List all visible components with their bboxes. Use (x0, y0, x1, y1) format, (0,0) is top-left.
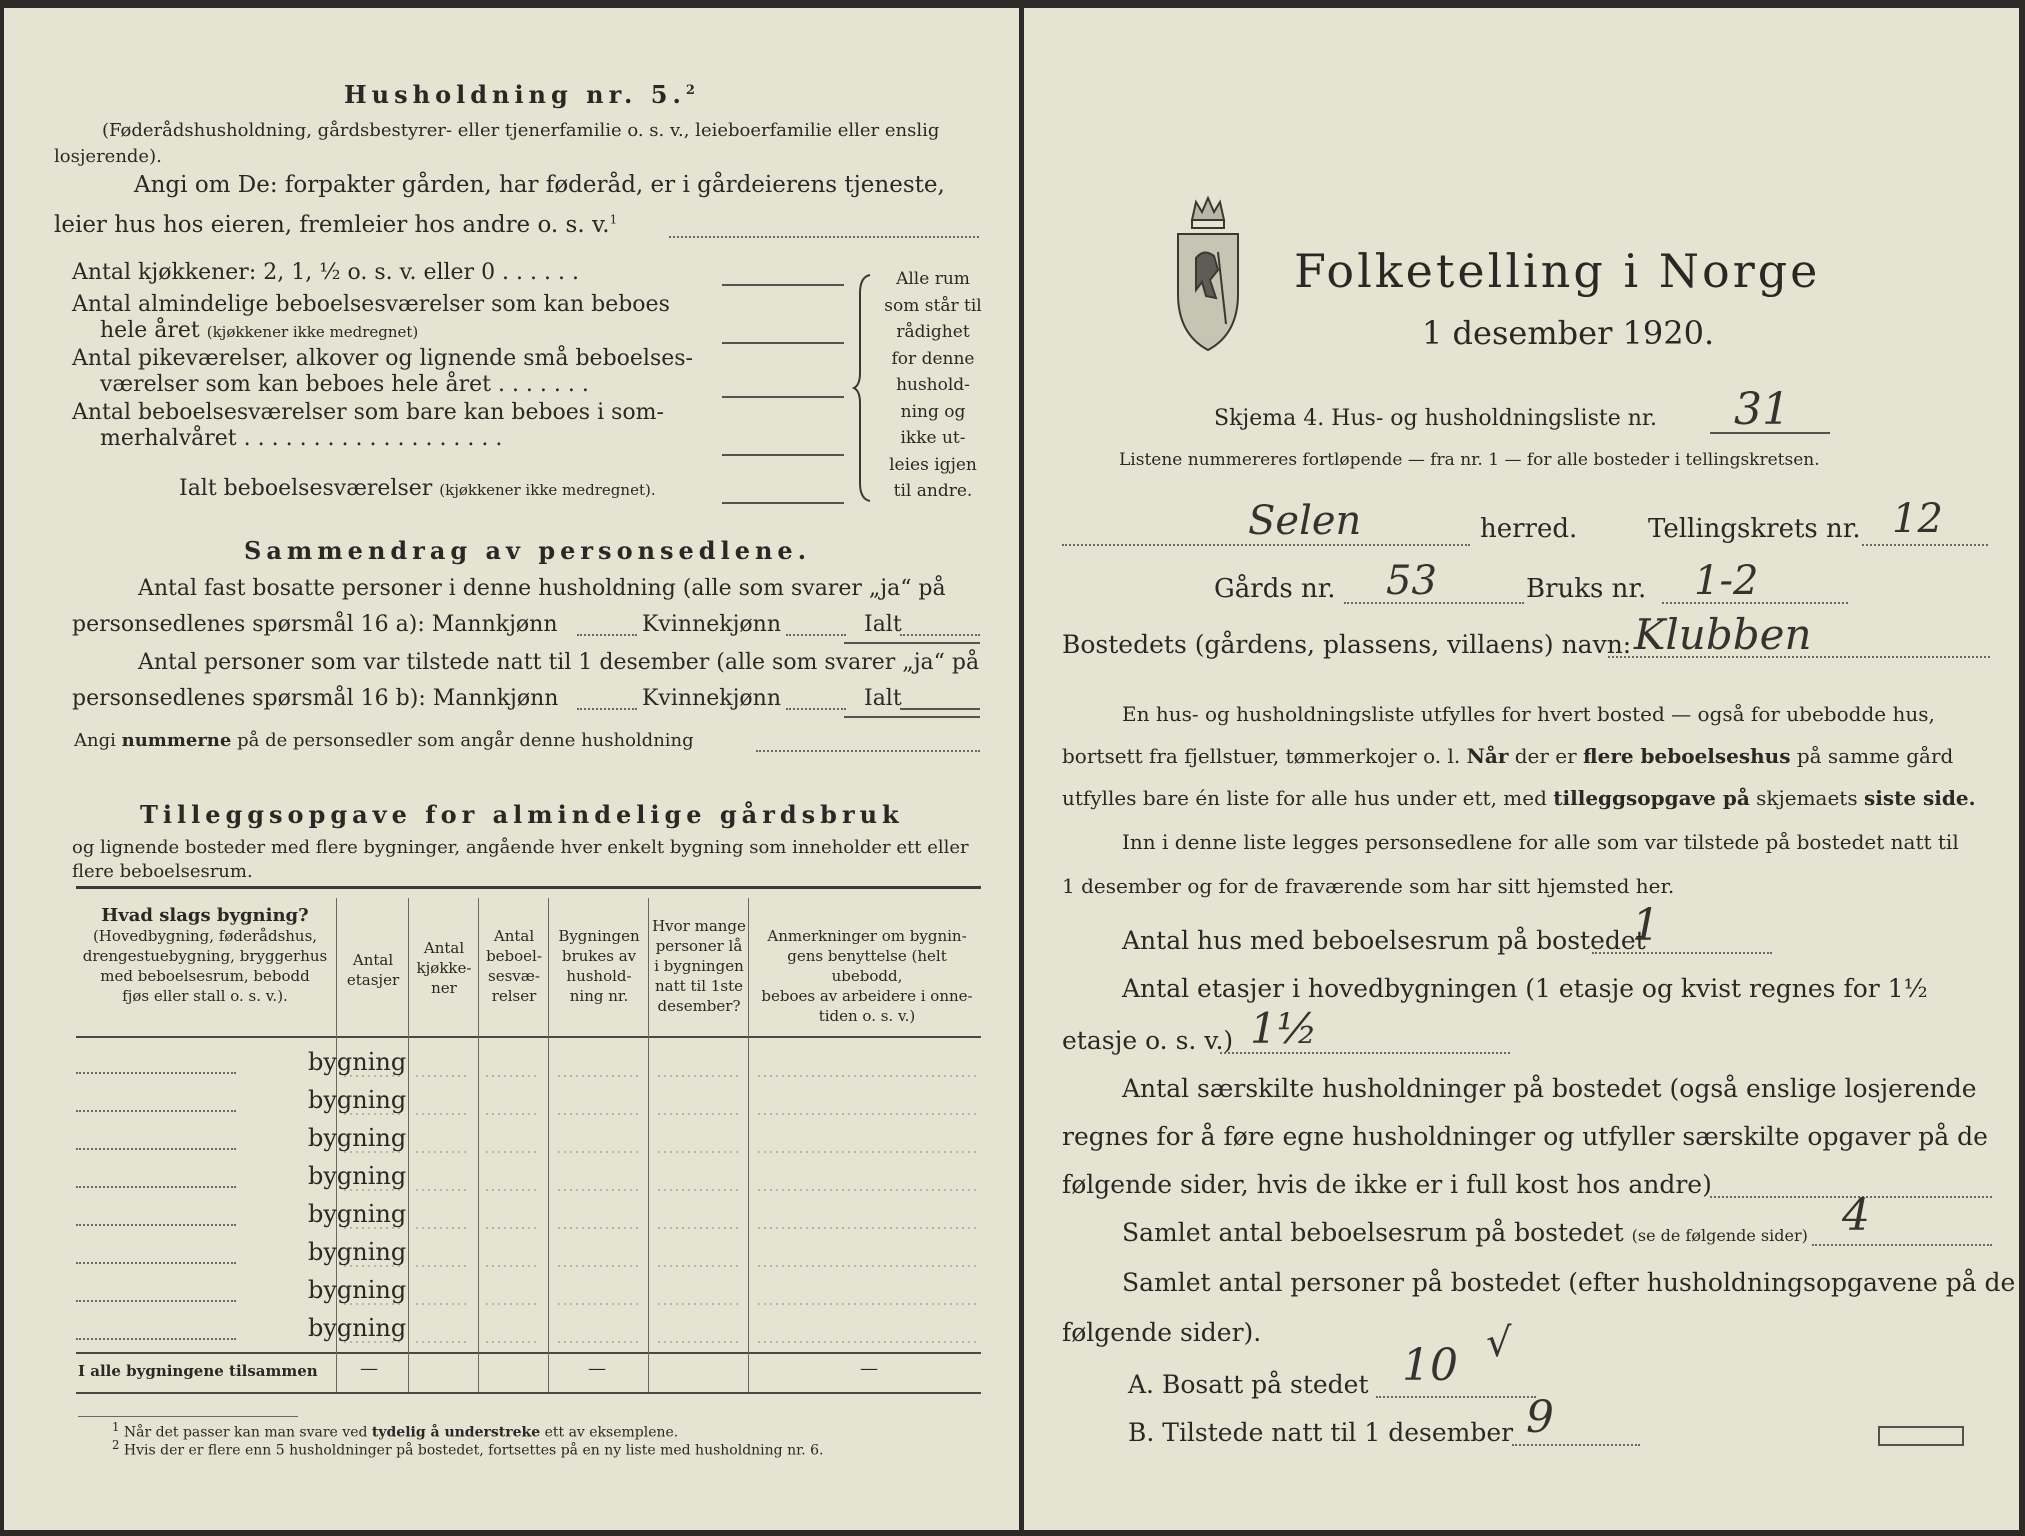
summary-p1-ialt: Ialt (864, 612, 902, 637)
summary-p1-line2: personsedlenes spørsmål 16 a): Mannkjønn (72, 612, 558, 637)
col-rooms: Antal beboel- sesvæ- relser (486, 927, 542, 1005)
col-building-type: Hvad slags bygning? (Hovedbygning, føderådshus, drengestuebygning, bryggerhus med beboelsesrum, bebodd fjøs eller stall o. s. v.). (82, 905, 328, 1005)
kitchens-label: Antal kjøkkener: 2, 1, ½ o. s. v. eller 0 . . . . . . (72, 260, 579, 285)
husholdninger-line3: følgende sider, hvis de ikke er i full kost hos andre) (1062, 1170, 1712, 1199)
building-table (76, 886, 981, 889)
skjema-label: Skjema 4. Hus- og husholdningsliste nr. (1214, 406, 1657, 431)
bruks-label: Bruks nr. (1526, 574, 1647, 604)
rum-label: Samlet antal beboelsesrum på bostedet (se de følgende sider) (1122, 1218, 1808, 1247)
summary-heading: Sammendrag av personsedlene. (244, 536, 812, 565)
tilstede-label: B. Tilstede natt til 1 desember (1128, 1418, 1514, 1447)
right-page (1024, 8, 2019, 1530)
household-title: Husholdning nr. 5.$^2$ (344, 80, 700, 109)
bosted-label: Bostedets (gårdens, plassens, villaens) navn: (1062, 630, 1632, 659)
ordinary-rooms-label-1: Antal almindelige beboelsesværelser som kan beboes (72, 292, 670, 317)
angi-line-2: leier hus hos eieren, fremleier hos andre o. s. v.$^1$ (54, 212, 618, 238)
para1-line2: bortsett fra fjellstuer, tømmerkojer o. l. Når der er flere beboelseshus på samme gård (1062, 744, 1954, 768)
total-household: — (588, 1358, 606, 1379)
para1-line3: utfylles bare én liste for alle hus under ett, med tilleggsopgave på skjemaets siste side. (1062, 786, 1976, 810)
summary-p1-kvinne: Kvinnekjønn (642, 612, 781, 637)
total-remarks: — (860, 1358, 878, 1379)
husholdninger-line2: regnes for å føre egne husholdninger og utfyller særskilte opgaver på de (1062, 1122, 1988, 1151)
ordinary-rooms-field[interactable] (722, 342, 844, 344)
summer-rooms-field[interactable] (722, 454, 844, 456)
tillegg-heading: Tilleggsopgave for almindelige gårdsbruk (140, 800, 904, 829)
maid-rooms-field[interactable] (722, 396, 844, 398)
angi-nummerne: Angi nummerne på de personsedler som angår denne husholdning (74, 730, 694, 751)
herred-label: herred. (1480, 514, 1578, 544)
summary-p2-line2: personsedlenes spørsmål 16 b): Mannkjønn (72, 686, 559, 711)
household-intro: (Føderådshusholdning, gårdsbestyrer- eller tjenerfamilie o. s. v., leieboerfamilie eller enslig losjerende). (54, 120, 940, 167)
col-kitchens: Antal kjøkke- ner (416, 939, 472, 997)
summary-p2-line1: Antal personer som var tilstede natt til 1 desember (alle som svarer „ja“ på (138, 650, 980, 675)
bosatt-value: 10 (1402, 1340, 1458, 1391)
col-household-no: Bygningen brukes av hushold- ning nr. (558, 927, 640, 1005)
tilstede-value: 9 (1526, 1392, 1554, 1443)
census-title: Folketelling i Norge (1294, 244, 1821, 298)
para2-line2: 1 desember og for de fraværende som har sitt hjemsted her. (1062, 874, 1675, 898)
gards-label: Gårds nr. (1214, 574, 1336, 604)
footnote-1: $^1$ Når det passer kan man svare ved tydelig å understreke ett av eksemplene. (112, 1420, 679, 1441)
total-rooms-field[interactable] (722, 502, 844, 504)
bracket-shape (852, 273, 876, 503)
bruks-value: 1-2 (1694, 558, 1759, 604)
printer-stamp (1878, 1426, 1964, 1446)
tellingskrets-label: Tellingskrets nr. (1648, 514, 1861, 544)
check-mark: √ (1486, 1320, 1512, 1366)
col-persons: Hvor mange personer lå i bygningen natt til 1ste desember? (652, 917, 746, 1015)
etasjer-value: 1½ (1250, 1004, 1318, 1053)
para1-line1: En hus- og husholdningsliste utfylles for hvert bosted — også for ubebodde hus, (1122, 702, 1935, 726)
list-number-value: 31 (1734, 384, 1790, 435)
census-date: 1 desember 1920. (1422, 314, 1715, 352)
para2-line1: Inn i denne liste legges personsedlene for alle som var tilstede på bostedet natt til (1122, 830, 1959, 854)
kitchens-field[interactable] (722, 284, 844, 286)
etasjer-line1: Antal etasjer i hovedbygningen (1 etasje og kvist regnes for 1½ (1122, 974, 1928, 1003)
col-remarks: Anmerkninger om bygnin- gens benyttelse (helt ubebodd, beboes av arbeidere i onne- tiden o. s. v.) (761, 927, 973, 1025)
personer-line1: Samlet antal personer på bostedet (efter husholdningsopgavene på de (1122, 1268, 2016, 1297)
summary-p2-kvinne: Kvinnekjønn (642, 686, 781, 711)
footnote-2: $^2$ Hvis der er flere enn 5 husholdninger på bostedet, fortsettes på en ny liste med husholdning nr. 6. (112, 1438, 824, 1459)
summary-p2-ialt: Ialt (864, 686, 902, 711)
gards-value: 53 (1386, 558, 1437, 604)
table-cell-dots (336, 1068, 986, 1358)
bracket-note: Alle rum som står til rådighet for denne hushold- ning og ikke ut- leies igjen til andre. (884, 269, 982, 501)
total-row-label: I alle bygningene tilsammen (78, 1362, 318, 1380)
tillegg-sub: og lignende bosteder med flere bygninger, angående hver enkelt bygning som inneholder ett eller flere beboelsesrum. (72, 837, 969, 882)
total-rooms-label: Ialt beboelsesværelser (kjøkkener ikke medregnet). (179, 476, 656, 501)
maid-rooms-label-1: Antal pikeværelser, alkover og lignende små beboelses- (72, 346, 693, 371)
husholdninger-line1: Antal særskilte husholdninger på bostedet (også enslige losjerende (1122, 1074, 1977, 1103)
herred-value: Selen (1248, 498, 1362, 544)
left-page: Husholdning nr. 5.$^2$ (Føderådshusholdning, gårdsbestyrer- eller tjenerfamilie o. s. v., leieboerfamilie eller enslig losjerende). Angi om De: forpakter gården, har føderåd, er i gårdeierens tjeneste, leier hus hos eieren, fremleier hos andre o. s. v.$^1$ Antal kjøkkener: 2, 1, ½ o. s. v. eller 0 . . . . . . Antal almindelige beboelsesværelser som kan beboes hele året (kjøkkener ikke medregnet) Antal pikeværelser, alkover og lignende små beboelses- værelser som kan beboes hele året . . . . . . . Antal beboelsesværelser som bare kan beboes i som- merhalvåret . . . . . . . . . . . . . . . . . . . Ialt beboelsesværelser (kjøkkener ikke medregnet). Alle rum som står til rådighet for denne hushold- ning og ikke ut- leies igjen til andre. Sammendrag av personsedlene. Antal fast bosatte personer i denne husholdning (alle som svarer „ja“ på personsedlenes spørsmål 16 a): Mannkjønn Kvinnekjønn Ialt Antal personer som var tilstede natt til 1 desember (alle som svarer „ja“ på personsedlenes spørsmål 16 b): Mannkjønn Kvinnekjønn Ialt Angi nummerne på de personsedler som angår denne husholdning Tilleggsopgave for almindelige gårdsbruk og lignende bosteder med flere bygninger, angående hver enkelt bygning som inneholder ett eller flere beboelsesrum. Hvad slags bygning? (Hovedbygning, føderådshus, drengestuebygning, bryggerhus med beboelsesrum, bebodd fjøs eller stall o. s. v.). Antal etasjer Antal kjøkke- ner Antal beboel- sesvæ- relser Bygningen brukes av hushold- ning nr. Hvor mange personer lå i bygningen natt til 1ste desember? Anmerkninger om bygnin- gens benyttelse (helt ubebodd, beboes av arbeidere i onne- tiden o. s. v.) bygning bygning bygning bygning bygning bygning bygning bygning I alle bygningene tilsammen — — — $^1$ Når det passer kan man svare ved tydelig å understreke ett av eksemplene. $^2$ Hvis der er flere enn 5 husholdninger på bostedet, fortsettes på en ny liste med husholdning nr. 6. (4, 8, 1019, 1530)
bosatt-label: A. Bosatt på stedet (1128, 1370, 1369, 1399)
etasjer-line2: etasje o. s. v.) (1062, 1026, 1234, 1055)
hus-label: Antal hus med beboelsesrum på bostedet (1122, 926, 1646, 955)
bosted-value: Klubben (1634, 610, 1812, 659)
hus-value: 1 (1632, 900, 1660, 951)
angi-line-1: Angi om De: forpakter gården, har føderåd, er i gårdeierens tjeneste, (134, 172, 945, 198)
total-floors: — (360, 1358, 378, 1379)
summary-p1-line1: Antal fast bosatte personer i denne husholdning (alle som svarer „ja“ på (138, 576, 946, 601)
col-floors: Antal etasjer (346, 951, 400, 989)
summer-rooms-label-2: merhalvåret . . . . . . . . . . . . . . . . . . . (100, 426, 503, 451)
coat-of-arms-icon (1170, 194, 1246, 352)
rum-value: 4 (1842, 1190, 1870, 1241)
numbering-note: Listene nummereres fortløpende — fra nr. 1 — for alle bosteder i tellingskretsen. (1119, 450, 1820, 470)
tellingskrets-value: 12 (1892, 496, 1943, 542)
summer-rooms-label-1: Antal beboelsesværelser som bare kan beboes i som- (72, 400, 664, 425)
ordinary-rooms-label-2: hele året (kjøkkener ikke medregnet) (100, 318, 419, 343)
maid-rooms-label-2: værelser som kan beboes hele året . . . . . . . (100, 372, 589, 397)
personer-line2: følgende sider). (1062, 1318, 1262, 1347)
